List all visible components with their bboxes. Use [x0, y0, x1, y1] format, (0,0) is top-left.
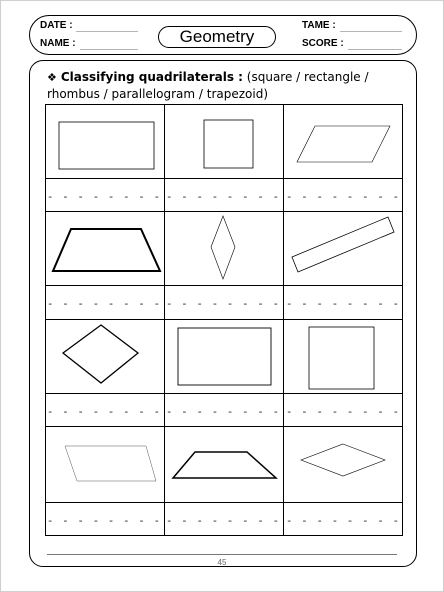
answer-blank[interactable]: - - - - - - - - [285, 514, 401, 527]
rotated-rectangle-shape [283, 211, 403, 285]
trapezoid-shape [164, 426, 283, 502]
answer-blank[interactable]: - - - - - - - - [285, 190, 401, 203]
page-number: 45 [217, 558, 227, 567]
square-shape [283, 319, 403, 393]
grid-divider [45, 393, 403, 394]
answer-blank[interactable]: - - - - - - - - [165, 405, 281, 418]
answer-blank[interactable]: - - - - - - - - [46, 514, 162, 527]
instructions-lead: Classifying quadrilaterals : [60, 70, 243, 84]
answer-blank[interactable]: - - - - - - - - [285, 405, 401, 418]
answer-blank[interactable]: - - - - - - - - [46, 405, 162, 418]
date-label: DATE : [40, 20, 73, 31]
date-field[interactable] [76, 31, 138, 32]
name-label: NAME : [40, 38, 76, 49]
grid-divider [45, 178, 403, 179]
page-title: Geometry [158, 26, 276, 48]
trapezoid-shape [45, 211, 164, 285]
grid-divider [45, 502, 403, 503]
name-field[interactable] [80, 49, 138, 50]
rhombus-shape [164, 211, 283, 285]
score-field[interactable] [348, 49, 402, 50]
answer-blank[interactable]: - - - - - - - - [165, 190, 281, 203]
answer-blank[interactable]: - - - - - - - - [165, 297, 281, 310]
square-shape [164, 104, 283, 178]
rectangle-shape [45, 104, 164, 178]
grid-divider [45, 285, 403, 286]
instructions [47, 69, 397, 103]
answer-blank[interactable]: - - - - - - - - [165, 514, 281, 527]
rhombus-shape [45, 319, 164, 393]
answer-blank[interactable]: - - - - - - - - [46, 190, 162, 203]
diamond-bullet-icon: ❖ [47, 71, 57, 84]
tame-label: TAME : [302, 20, 336, 31]
answer-blank[interactable]: - - - - - - - - [285, 297, 401, 310]
tame-field[interactable] [340, 31, 402, 32]
rhombus-shape [283, 426, 403, 502]
parallelogram-shape [45, 426, 164, 502]
score-label: SCORE : [302, 38, 344, 49]
parallelogram-shape [283, 104, 403, 178]
answer-blank[interactable]: - - - - - - - - [46, 297, 162, 310]
instructions-options: (square / rectangle / rhombus / parallelogram / trapezoid) [47, 70, 369, 101]
footer-rule [47, 554, 397, 555]
rectangle-shape [164, 319, 283, 393]
